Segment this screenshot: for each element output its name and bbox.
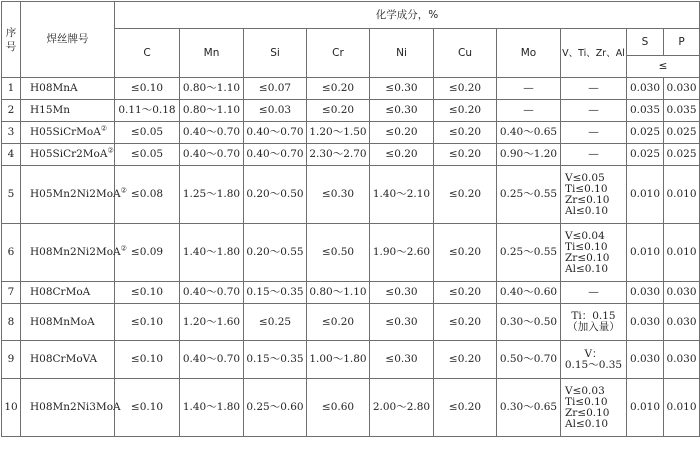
- mo-value: —: [497, 78, 561, 100]
- ni-value: ≤0.30: [370, 78, 434, 100]
- v-ti-zr-al-line: Al≤0.10: [565, 262, 609, 275]
- wire-grade-text: H05SiCr2MoA: [30, 148, 108, 160]
- row-number: 9: [2, 341, 21, 379]
- sp-limit-symbol: ≤: [627, 56, 700, 78]
- table-row: [2, 341, 700, 379]
- mo-value: 0.90～1.20: [497, 144, 561, 166]
- mo-value: 0.25～0.55: [497, 224, 561, 282]
- mn-value: 1.20～1.60: [180, 304, 244, 341]
- v-ti-zr-al-value: [561, 166, 627, 224]
- cu-value: ≤0.20: [434, 122, 497, 144]
- s-value: 0.010: [627, 224, 664, 282]
- seq-header: 序号: [2, 2, 21, 78]
- mn-value: 0.40～0.70: [180, 144, 244, 166]
- ni-value: 2.00～2.80: [370, 379, 434, 437]
- s-value: 0.035: [627, 100, 664, 122]
- v-ti-zr-al-line: —: [588, 286, 599, 298]
- mn-value: 0.40～0.70: [180, 282, 244, 304]
- s-value: 0.025: [627, 122, 664, 144]
- cr-value: 1.20～1.50: [307, 122, 370, 144]
- v-ti-zr-al-line: Al≤0.10: [565, 417, 609, 430]
- col-header-cr: Cr: [307, 29, 370, 78]
- row-number: 6: [2, 224, 21, 282]
- p-value: 0.025: [664, 144, 700, 166]
- cu-value: ≤0.20: [434, 379, 497, 437]
- mo-value: 0.30～0.65: [497, 379, 561, 437]
- cr-value: 0.80～1.10: [307, 282, 370, 304]
- s-value: 0.030: [627, 282, 664, 304]
- cr-value: 2.30～2.70: [307, 144, 370, 166]
- si-value: 0.40～0.70: [244, 122, 307, 144]
- v-ti-zr-al-value: [561, 282, 627, 304]
- mn-value: 0.80～1.10: [180, 100, 244, 122]
- table-row: [2, 224, 700, 282]
- c-value: ≤0.09: [115, 224, 180, 282]
- table-row: [2, 304, 700, 341]
- wire-grade: [21, 78, 115, 100]
- si-value: 0.20～0.50: [244, 166, 307, 224]
- s-value: 0.010: [627, 166, 664, 224]
- p-value: 0.030: [664, 78, 700, 100]
- v-ti-zr-al-value: [561, 144, 627, 166]
- col-header-c: C: [115, 29, 180, 78]
- mo-value: —: [497, 100, 561, 122]
- si-value: 0.40～0.70: [244, 144, 307, 166]
- table-header: [2, 2, 700, 78]
- v-ti-zr-al-line: Al≤0.10: [565, 204, 609, 217]
- wire-grade-text: H08CrMoVA: [30, 353, 98, 365]
- row-number: 5: [2, 166, 21, 224]
- table-row: [2, 122, 700, 144]
- ni-value: ≤0.20: [370, 122, 434, 144]
- cr-value: 1.00～1.80: [307, 341, 370, 379]
- ni-value: 1.40～2.10: [370, 166, 434, 224]
- v-ti-zr-al-value: [561, 341, 627, 379]
- ni-value: ≤0.20: [370, 144, 434, 166]
- row-number: 4: [2, 144, 21, 166]
- table-row: [2, 78, 700, 100]
- table-row: [2, 166, 700, 224]
- v-ti-zr-al-line: —: [588, 82, 599, 94]
- col-header-si: Si: [244, 29, 307, 78]
- si-value: ≤0.03: [244, 100, 307, 122]
- c-value: ≤0.10: [115, 282, 180, 304]
- welding-wire-composition-table: [1, 1, 700, 437]
- cu-value: ≤0.20: [434, 282, 497, 304]
- v-ti-zr-al-line: V≤0.04: [565, 229, 605, 242]
- v-ti-zr-al-line: —: [588, 126, 599, 138]
- v-ti-zr-al-line: V：: [584, 347, 603, 360]
- s-value: 0.025: [627, 144, 664, 166]
- wire-grade-text: H08MnMoA: [30, 315, 95, 328]
- ni-value: 1.90～2.60: [370, 224, 434, 282]
- wire-grade: [21, 379, 121, 437]
- table-body: [2, 78, 700, 437]
- col-header-mo: Mo: [497, 29, 561, 78]
- c-value: ≤0.10: [115, 304, 180, 341]
- si-value: 0.20～0.55: [244, 224, 307, 282]
- c-value: ≤0.05: [115, 144, 180, 166]
- cr-value: ≤0.30: [307, 166, 370, 224]
- col-header-vtizral: V、Ti、Zr、Al: [561, 29, 627, 78]
- col-header-mn: Mn: [180, 29, 244, 78]
- mo-value: 0.25～0.55: [497, 166, 561, 224]
- wire-grade-text: H05SiCrMoA: [30, 126, 101, 138]
- v-ti-zr-al-line: Ti≤0.10: [565, 240, 608, 253]
- col-header-p: P: [664, 29, 700, 56]
- si-value: ≤0.07: [244, 78, 307, 100]
- row-number: 10: [2, 379, 21, 437]
- v-ti-zr-al-line: Ti≤0.10: [565, 395, 608, 408]
- col-header-cu: Cu: [434, 29, 497, 78]
- wire-grade: [21, 282, 115, 304]
- v-ti-zr-al-line: Zr≤0.10: [565, 251, 610, 264]
- c-value: 0.11～0.18: [115, 100, 180, 122]
- s-value: 0.030: [627, 78, 664, 100]
- mo-value: 0.40～0.65: [497, 122, 561, 144]
- v-ti-zr-al-value: [561, 100, 627, 122]
- table-row: [2, 282, 700, 304]
- mn-value: 1.40～1.80: [180, 379, 244, 437]
- s-value: 0.010: [627, 379, 664, 437]
- cu-value: ≤0.20: [434, 78, 497, 100]
- cu-value: ≤0.20: [434, 100, 497, 122]
- mn-value: 0.80～1.10: [180, 78, 244, 100]
- mn-value: 1.25～1.80: [180, 166, 244, 224]
- wire-grade-text: H05Mn2Ni2MoA: [30, 188, 121, 200]
- c-value: ≤0.08: [115, 166, 180, 224]
- v-ti-zr-al-line: V≤0.03: [565, 384, 605, 397]
- v-ti-zr-al-value: [561, 122, 627, 144]
- v-ti-zr-al-value: [561, 224, 627, 282]
- p-value: 0.030: [664, 341, 700, 379]
- v-ti-zr-al-line: V≤0.05: [565, 171, 605, 184]
- wire-grade-text: H08MnA: [30, 82, 78, 94]
- v-ti-zr-al-line: 0.15～0.35: [564, 358, 623, 371]
- p-value: 0.010: [664, 379, 700, 437]
- wire-grade: [21, 341, 115, 379]
- si-value: ≤0.25: [244, 304, 307, 341]
- mo-value: 0.40～0.60: [497, 282, 561, 304]
- si-value: 0.25～0.60: [244, 379, 307, 437]
- wire-grade-text: H08CrMoA: [30, 286, 91, 298]
- mn-value: 0.40～0.70: [180, 122, 244, 144]
- mo-value: 0.50～0.70: [497, 341, 561, 379]
- c-value: ≤0.10: [115, 78, 180, 100]
- col-header-s: S: [627, 29, 664, 56]
- footnote-marker: ②: [107, 146, 114, 155]
- v-ti-zr-al-line: Ti≤0.10: [565, 182, 608, 195]
- row-number: 7: [2, 282, 21, 304]
- v-ti-zr-al-line: —: [588, 148, 599, 160]
- table-row: [2, 100, 700, 122]
- ni-value: ≤0.30: [370, 100, 434, 122]
- v-ti-zr-al-line: —: [588, 104, 599, 116]
- p-value: 0.035: [664, 100, 700, 122]
- ni-value: ≤0.30: [370, 304, 434, 341]
- cr-value: ≤0.60: [307, 379, 370, 437]
- wire-grade: [21, 144, 115, 166]
- si-value: 0.15～0.35: [244, 341, 307, 379]
- cu-value: ≤0.20: [434, 224, 497, 282]
- row-number: 3: [2, 122, 21, 144]
- col-header-ni: Ni: [370, 29, 434, 78]
- wire-grade-header: 焊丝牌号: [21, 2, 115, 78]
- cr-value: ≤0.20: [307, 100, 370, 122]
- wire-grade-text: H08Mn2Ni2MoA: [30, 246, 121, 258]
- cu-value: ≤0.20: [434, 166, 497, 224]
- cr-value: ≤0.50: [307, 224, 370, 282]
- mn-value: 1.40～1.80: [180, 224, 244, 282]
- v-ti-zr-al-value: [561, 379, 627, 437]
- table-row: [2, 379, 700, 437]
- v-ti-zr-al-line: Zr≤0.10: [565, 193, 610, 206]
- footnote-marker: ②: [100, 124, 108, 133]
- wire-grade: [21, 100, 115, 122]
- cu-value: ≤0.20: [434, 304, 497, 341]
- s-value: 0.030: [627, 304, 664, 341]
- s-value: 0.030: [627, 341, 664, 379]
- wire-grade: [21, 122, 115, 144]
- p-value: 0.010: [664, 224, 700, 282]
- p-value: 0.010: [664, 166, 700, 224]
- mo-value: 0.30～0.50: [497, 304, 561, 341]
- row-number: 8: [2, 304, 21, 341]
- c-value: ≤0.10: [115, 341, 180, 379]
- footnote-marker: ②: [120, 244, 127, 253]
- row-number: 2: [2, 100, 21, 122]
- mn-value: 0.40～0.70: [180, 341, 244, 379]
- wire-grade-text: H08Mn2Ni3MoA: [30, 401, 121, 413]
- cr-value: ≤0.20: [307, 78, 370, 100]
- v-ti-zr-al-value: [561, 304, 627, 341]
- cr-value: ≤0.20: [307, 304, 370, 341]
- composition-header: 化学成分，%: [115, 2, 700, 29]
- v-ti-zr-al-line: Ti：0.15: [571, 310, 616, 322]
- si-value: 0.15～0.35: [244, 282, 307, 304]
- v-ti-zr-al-line: （加入量）: [567, 321, 620, 333]
- wire-grade-text: H15Mn: [30, 104, 71, 116]
- row-number: 1: [2, 78, 21, 100]
- ni-value: ≤0.30: [370, 341, 434, 379]
- wire-grade: [21, 166, 127, 224]
- p-value: 0.030: [664, 282, 700, 304]
- p-value: 0.025: [664, 122, 700, 144]
- footnote-marker: ②: [120, 186, 127, 195]
- v-ti-zr-al-line: Zr≤0.10: [565, 406, 610, 419]
- table-row: [2, 144, 700, 166]
- cu-value: ≤0.20: [434, 144, 497, 166]
- c-value: ≤0.10: [115, 379, 180, 437]
- wire-grade: [21, 224, 127, 282]
- wire-grade: [21, 304, 115, 341]
- c-value: ≤0.05: [115, 122, 180, 144]
- cu-value: ≤0.20: [434, 341, 497, 379]
- ni-value: ≤0.30: [370, 282, 434, 304]
- v-ti-zr-al-value: [561, 78, 627, 100]
- p-value: 0.030: [664, 304, 700, 341]
